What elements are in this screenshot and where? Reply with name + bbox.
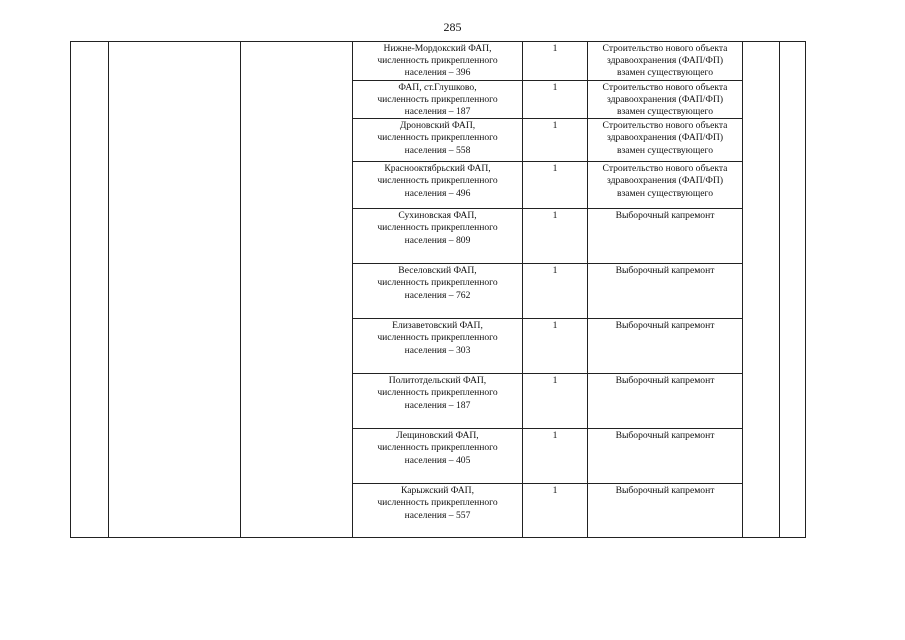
- work-type-line: здравоохранения (ФАП/ФП): [606, 93, 724, 105]
- facility-cell: [353, 119, 523, 162]
- facility-cell: [353, 264, 523, 319]
- facility-line: численность прикрепленного: [377, 93, 498, 105]
- work-type-line: Строительство нового объекта: [602, 43, 728, 54]
- work-type-cell: [588, 209, 743, 264]
- facility-line: населения – 557: [404, 509, 471, 521]
- facility-cell: [353, 209, 523, 264]
- work-type-line: Выборочный капремонт: [615, 375, 715, 387]
- work-type-cell: [588, 374, 743, 429]
- work-type-line: Выборочный капремонт: [615, 485, 715, 497]
- facility-line: численность прикрепленного: [377, 332, 498, 344]
- col-7-cell: [743, 42, 780, 538]
- work-type-line: взамен существующего: [616, 106, 713, 118]
- work-type-line: Выборочный капремонт: [615, 210, 715, 222]
- facility-line: Краснооктябрьский ФАП,: [384, 163, 491, 175]
- facility-cell: [353, 429, 523, 484]
- col-8-cell: [780, 42, 806, 538]
- col-1-cell: [71, 42, 109, 538]
- work-type-line: взамен существующего: [616, 187, 713, 199]
- facility-line: ФАП, ст.Глушково,: [398, 81, 477, 93]
- work-type-cell: [588, 119, 743, 162]
- facility-line: населения – 396: [404, 67, 471, 79]
- work-type-cell: [588, 264, 743, 319]
- quantity-cell: 1: [523, 374, 588, 429]
- page-number: 285: [443, 20, 462, 34]
- work-type-cell: [588, 484, 743, 538]
- quantity-cell: 1: [523, 264, 588, 319]
- facilities-table: [70, 41, 806, 538]
- work-type-line: здравоохранения (ФАП/ФП): [606, 132, 724, 144]
- work-type-cell: [588, 80, 743, 119]
- work-type-line: взамен существующего: [616, 144, 713, 156]
- facility-line: Елизаветовский ФАП,: [392, 320, 483, 332]
- quantity-cell: 1: [523, 42, 588, 81]
- facility-line: населения – 303: [404, 344, 471, 356]
- facility-line: Сухиновская ФАП,: [398, 210, 477, 222]
- facility-line: населения – 187: [404, 106, 471, 118]
- work-type-cell: [588, 319, 743, 374]
- quantity-cell: 1: [523, 80, 588, 119]
- quantity-cell: 1: [523, 209, 588, 264]
- work-type-cell: [588, 162, 743, 209]
- quantity-cell: 1: [523, 119, 588, 162]
- work-type-cell: [588, 42, 743, 81]
- facility-line: Нижне-Мордокский ФАП,: [383, 43, 492, 54]
- facility-line: Карыжский ФАП,: [400, 485, 475, 497]
- work-type-line: здравоохранения (ФАП/ФП): [606, 55, 724, 67]
- facility-line: Политотдельский ФАП,: [388, 375, 487, 387]
- col-3-cell: [241, 42, 353, 538]
- work-type-line: Выборочный капремонт: [615, 265, 715, 277]
- facility-line: населения – 496: [404, 187, 471, 199]
- quantity-cell: 1: [523, 162, 588, 209]
- facility-line: населения – 187: [404, 399, 471, 411]
- table-row: [71, 42, 806, 81]
- facility-line: численность прикрепленного: [377, 55, 498, 67]
- facility-line: численность прикрепленного: [377, 222, 498, 234]
- work-type-line: Строительство нового объекта: [602, 81, 728, 93]
- facility-cell: [353, 80, 523, 119]
- facility-line: численность прикрепленного: [377, 277, 498, 289]
- work-type-cell: [588, 429, 743, 484]
- facility-line: населения – 558: [404, 144, 471, 156]
- facility-line: Лещиновский ФАП,: [396, 430, 479, 442]
- quantity-cell: 1: [523, 429, 588, 484]
- facility-cell: [353, 42, 523, 81]
- work-type-line: взамен существующего: [616, 67, 713, 79]
- facility-cell: [353, 484, 523, 538]
- facility-cell: [353, 162, 523, 209]
- facility-line: численность прикрепленного: [377, 387, 498, 399]
- work-type-line: здравоохранения (ФАП/ФП): [606, 175, 724, 187]
- facility-line: населения – 405: [404, 454, 471, 466]
- quantity-cell: 1: [523, 319, 588, 374]
- work-type-line: Строительство нового объекта: [602, 163, 728, 175]
- facility-line: численность прикрепленного: [377, 175, 498, 187]
- col-2-cell: [109, 42, 241, 538]
- facility-line: населения – 762: [404, 289, 471, 301]
- quantity-cell: 1: [523, 484, 588, 538]
- facility-line: Веселовский ФАП,: [398, 265, 477, 277]
- facility-line: населения – 809: [404, 234, 471, 246]
- facility-line: численность прикрепленного: [377, 132, 498, 144]
- facility-line: Дроновский ФАП,: [399, 120, 476, 132]
- facility-cell: [353, 374, 523, 429]
- work-type-line: Выборочный капремонт: [615, 430, 715, 442]
- facility-line: численность прикрепленного: [377, 442, 498, 454]
- facility-cell: [353, 319, 523, 374]
- table-body: [71, 42, 806, 538]
- work-type-line: Строительство нового объекта: [602, 120, 728, 132]
- facility-line: численность прикрепленного: [377, 497, 498, 509]
- work-type-line: Выборочный капремонт: [615, 320, 715, 332]
